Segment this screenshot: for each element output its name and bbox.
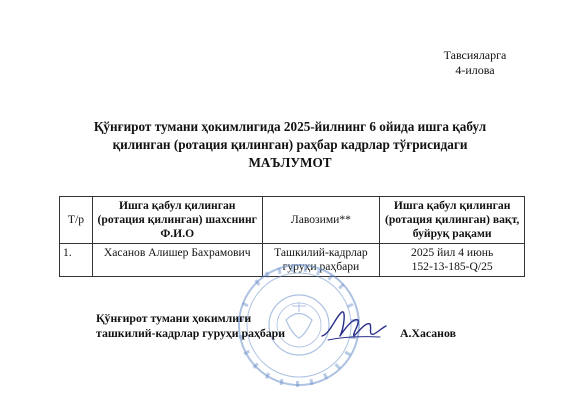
title-line-2: қилинган (ротация қилинган) раҳбар кадрлар тўғрисидаги <box>112 137 468 152</box>
header-date-order: Ишга қабул қилинган (ротация қилинган) вақт, буйруқ рақами <box>380 197 525 244</box>
title-line-3: МАЪЛУМОТ <box>248 155 332 170</box>
table-header-row <box>60 197 525 244</box>
cell-number: 1. <box>60 244 93 277</box>
signatory-org-line-1: Қўнғирот тумани ҳокимлиги <box>96 311 252 325</box>
header-full-name: Ишга қабул қилинган (ротация қилинган) шахснинг Ф.И.О <box>92 197 262 244</box>
header-number: Т/р <box>60 197 93 244</box>
title-line-1: Қўнғирот тумани ҳокимлигида 2025-йилнинг 6 ойида ишга қабул <box>93 119 487 134</box>
header-position: Лавозими** <box>262 197 380 244</box>
cell-order: 152-13-185-Q/25 <box>411 260 493 273</box>
cell-date: 2025 йил 4 июнь <box>411 246 494 259</box>
handwritten-signature <box>318 306 390 346</box>
cell-full-name: Хасанов Алишер Бахрамович <box>92 244 262 277</box>
cell-position: Ташкилий-кадрлар гуруҳи раҳбари <box>262 244 380 277</box>
document-title <box>90 118 490 172</box>
signatory-name: А.Хасанов <box>400 326 456 340</box>
annex-line-1: Тавсияларга <box>443 48 507 62</box>
annex-label <box>400 48 550 78</box>
cell-date-order <box>380 244 525 277</box>
signatory-org-line-2: ташкилий-кадрлар гуруҳи раҳбари <box>96 326 286 340</box>
signatory-title <box>96 311 296 341</box>
annex-line-2: 4-илова <box>455 63 495 77</box>
